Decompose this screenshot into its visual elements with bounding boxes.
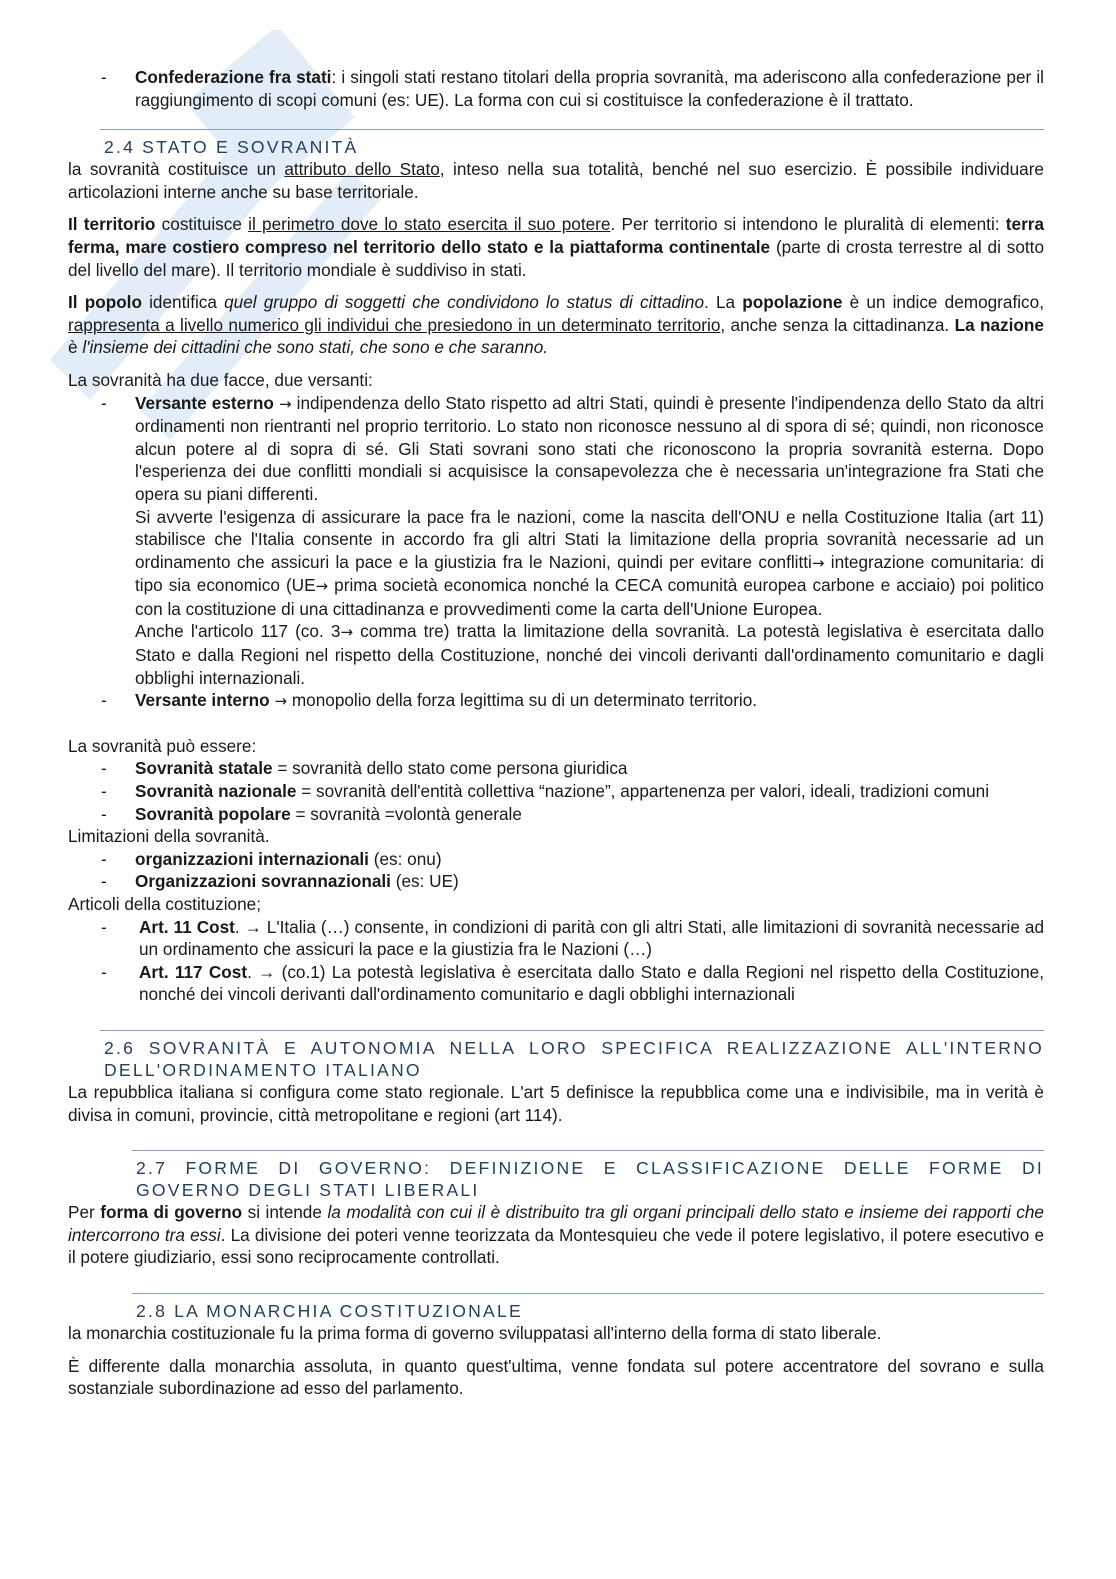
paragraph: La sovranità può essere: [68,735,257,756]
list-item: - Art. 11 Cost. → L'Italia (…) consente, in condizioni di parità con gli altri Stati, alle limitazioni di sovranità necessarie ad un ordinamento che assicuri la pace e la giustizia fra le Nazioni (…) [101,916,1044,960]
arrow-icon: → [340,623,354,642]
list-item: - Versante interno → monopolio della forza legittima su di un determinato territorio. [101,690,758,711]
text: : i singoli stati restano titolari della propria sovranità, ma aderiscono alla confederazione per il raggiungimento di scopi comuni (es: UE). La forma con cui si costituisce la confederazione è il trattato. [135,67,1044,110]
list-item: - Versante esterno → indipendenza dello Stato rispetto ad altri Stati, quindi è presente l'indipendenza dello Stato da altri ordinamenti non rientranti nel proprio territorio. Lo stato non riconosce nessuno al di spora di sé; quindi, non riconosce alcun potere al di sopra di sé. Gli Stati sovrani sono stati che riconoscono la propria sovranità esterna. Dopo l'esperienza dei due conflitti mondiali si acquisisce la consapevolezza che è necessaria un'integrazione fra Stati che opera su piani differenti. [101,392,1045,504]
paragraph: Limitazioni della sovranità. [68,826,270,847]
paragraph: Il popolo identifica quel gruppo di soggetti che condividono lo status di cittadino. La popolazione è un indice demografico, rappresenta a livello numerico gli individui che presiedono in un determinato territorio, anche senza la cittadinanza. La nazione è l'insieme dei cittadini che sono stati, che sono e che saranno. [68,292,1044,358]
section-heading: 2.4 STATO E SOVRANITÀ [100,129,1044,158]
list-item: - Organizzazioni sovrannazionali (es: UE) [101,871,459,892]
paragraph: Articoli della costituzione; [68,894,261,914]
paragraph: La repubblica italiana si configura come stato regionale. L'art 5 definisce la repubblica come una e indivisibile, ma in verità è divisa in comuni, provincie, città metropolitane e regioni (art 114). [68,1081,1044,1125]
document-page [68,66,1044,1400]
bullet-dash: - [101,67,107,87]
arrow-icon: → [811,553,825,572]
list-item: - Sovranità nazionale = sovranità dell'entità collettiva “nazione”, appartenenza per valori, ideali, tradizioni comuni [101,781,990,802]
paragraph: Si avverte l'esigenza di assicurare la pace fra le nazioni, come la nascita dell'ONU e nella Costituzione Italia (art 11) stabilisce che l'Italia consente in accordo fra gli altri Stati la limitazione della propria sovranità necessarie ad un ordinamento che assicuri la pace e la giustizia fra le Nazioni, quindi per evitare conflitti→ integrazione comunitaria: di tipo sia economico (UE→ prima società economica nonché la CECA comunità europea carbone e acciaio) poi politico con la costituzione di una cittadinanza e provvedimenti come la carta dell'Unione Europea. [135,506,1045,619]
bullet-dash: - [101,392,107,413]
paragraph: Il territorio costituisce il perimetro dove lo stato esercita il suo potere. Per territorio si intendono le pluralità di elementi: terra ferma, mare costiero compreso nel territorio dello stato e la piattaforma continentale (parte di crosta terrestre al di sotto del livello del mare). Il territorio mondiale è suddiviso in stati. [68,214,1045,280]
paragraph: la monarchia costituzionale fu la prima forma di governo sviluppatasi all'interno della forma di stato liberale. [68,1322,882,1343]
list-item: - organizzazioni internazionali (es: onu) [101,848,442,869]
paragraph: la sovranità costituisce un attributo dello Stato, inteso nella sua totalità, benché nel suo esercizio. È possibile individuare articolazioni interne anche su base territoriale. [68,159,1044,202]
list-item [68,66,1044,111]
paragraph: La sovranità ha due facce, due versanti: [68,369,373,390]
arrow-icon: → [278,394,292,413]
section-heading: 2.6 SOVRANITÀ E AUTONOMIA NELLA LORO SPECIFICA REALIZZAZIONE ALL'INTERNO DELL'ORDINAMENTO ITALIANO [100,1030,1044,1081]
term: Confederazione fra stati [135,67,332,87]
paragraph: È differente dalla monarchia assoluta, in quanto quest'ultima, venne fondata sul potere accentratore del sovrano e sulla sostanziale subordinazione ad esso del parlamento. [68,1355,1044,1399]
list-item: - Art. 117 Cost. → (co.1) La potestà legislativa è esercitata dallo Stato e dalla Regioni nel rispetto della Costituzione, nonché dei vincoli derivanti dall'ordinamento comunitario e dagli obblighi internazionali [101,961,1044,1005]
arrow-icon: → [315,577,329,596]
section-heading: 2.7 FORME DI GOVERNO: DEFINIZIONE E CLASSIFICAZIONE DELLE FORME DI GOVERNO DEGLI STATI LIBERALI [132,1150,1044,1201]
bullet-dash: - [101,690,107,711]
paragraph: Anche l'articolo 117 (co. 3→ comma tre) tratta la limitazione della sovranità. La potestà legislativa è esercitata dallo Stato e dalla Regioni nel rispetto della Costituzione, nonché dei vincoli derivanti dall'ordinamento comunitario e dagli obblighi internazionali. [135,621,1045,688]
list-item: - Sovranità popolare = sovranità =volontà generale [101,803,522,824]
section-heading: 2.8 LA MONARCHIA COSTITUZIONALE [132,1293,1044,1322]
list-item: - Sovranità statale = sovranità dello stato come persona giuridica [101,758,628,779]
arrow-icon: → [274,692,288,711]
paragraph: Per forma di governo si intende la modalità con cui il è distribuito tra gli organi principali dello stato e insieme dei rapporti che intercorrono tra essi. La divisione dei poteri venne teorizzata da Montesquieu che vede il potere legislativo, il potere esecutivo e il potere giudiziario, essi sono reciprocamente controllati. [68,1202,1045,1268]
